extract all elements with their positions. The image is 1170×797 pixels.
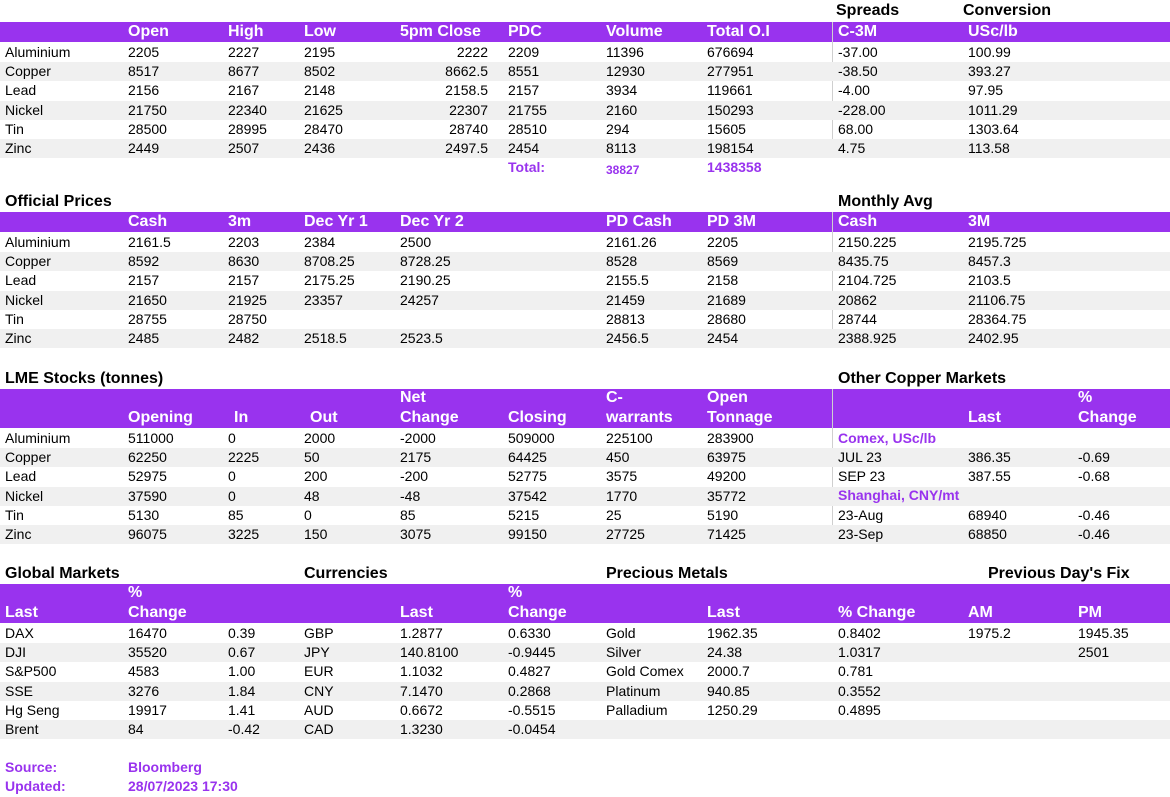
cell: 0.3552	[838, 683, 881, 699]
metal-name: Lead	[5, 272, 37, 288]
cell: 2384	[304, 234, 336, 250]
cell: -0.68	[1078, 468, 1110, 484]
cell: 2161.5	[128, 234, 171, 250]
col-pct-change: % Change	[838, 604, 916, 621]
cell: 8517	[128, 63, 160, 79]
cell: 5130	[128, 507, 160, 523]
updated-value: 28/07/2023 17:30	[128, 778, 238, 794]
cell: 2150.225	[838, 234, 897, 250]
cell: 3075	[400, 526, 432, 542]
source-value: Bloomberg	[128, 759, 202, 775]
cell: 28680	[707, 311, 746, 327]
cell: 50	[304, 449, 320, 465]
col-out: Out	[310, 409, 338, 426]
cell: 28995	[228, 121, 267, 137]
cell: 8457.3	[968, 253, 1011, 269]
col-last: Last	[968, 409, 1001, 426]
cell: 96075	[128, 526, 167, 542]
cell: 387.55	[968, 468, 1011, 484]
cell: 0.39	[228, 625, 256, 641]
cell: -4.00	[838, 82, 870, 98]
col-volume: Volume	[606, 23, 663, 40]
col-pct: %	[508, 584, 523, 601]
precious-metals-title: Precious Metals	[606, 565, 728, 582]
cell: 2167	[228, 82, 260, 98]
cell: 2158.5	[445, 82, 488, 98]
col-c: C-	[606, 389, 623, 406]
metal-name: Silver	[606, 644, 642, 660]
cell: 62250	[128, 449, 167, 465]
col-dec-yr-2: Dec Yr 2	[400, 213, 464, 230]
cell: 0	[228, 430, 236, 446]
metal-name: Nickel	[5, 292, 44, 308]
metal-name: Aluminium	[5, 234, 71, 250]
cell: 68940	[968, 507, 1007, 523]
cell: 97.95	[968, 82, 1004, 98]
metal-name: Copper	[5, 253, 51, 269]
cell: -38.50	[838, 63, 878, 79]
col-c-3m: C-3M	[838, 23, 878, 40]
conversion-title: Conversion	[963, 2, 1052, 19]
global-markets-title: Global Markets	[5, 565, 120, 582]
cell: 21750	[128, 102, 167, 118]
metal-name: Copper	[5, 449, 51, 465]
col-last: Last	[5, 604, 38, 621]
cell: -0.42	[228, 721, 260, 737]
cell: 21925	[228, 292, 267, 308]
cell: 8708.25	[304, 253, 355, 269]
col-dec-yr-1: Dec Yr 1	[304, 213, 368, 230]
cell: 7.1470	[400, 683, 443, 699]
comex-label: Comex, USc/lb	[838, 430, 937, 446]
cell: 1.3230	[400, 721, 443, 737]
index-name: Hg Seng	[5, 702, 60, 718]
cell: 2436	[304, 140, 336, 156]
col-pct-change: Change	[508, 604, 567, 621]
cell: 21459	[606, 292, 645, 308]
cell: 84	[128, 721, 144, 737]
metal-name: Zinc	[5, 330, 32, 346]
cell: 28755	[128, 311, 167, 327]
cell: 2222	[456, 44, 488, 60]
cell: 150293	[707, 102, 754, 118]
cell: 1.41	[228, 702, 256, 718]
cell: 0.2868	[508, 683, 551, 699]
cell: -0.5515	[508, 702, 556, 718]
cell: 294	[606, 121, 630, 137]
cell: 15605	[707, 121, 746, 137]
cell: 2104.725	[838, 272, 897, 288]
metal-name: Lead	[5, 82, 37, 98]
cell: 2157	[228, 272, 260, 288]
index-name: Brent	[5, 721, 39, 737]
cell: 8551	[508, 63, 540, 79]
cell: 11396	[606, 44, 644, 60]
col-low: Low	[304, 23, 336, 40]
monthly-avg-title: Monthly Avg	[838, 193, 933, 210]
cell: 0.8402	[838, 625, 881, 641]
metal-name: Tin	[5, 121, 24, 137]
cell: 0	[228, 488, 236, 504]
cell: -0.0454	[508, 721, 556, 737]
cell: 1011.29	[968, 102, 1018, 118]
metal-name: Lead	[5, 468, 37, 484]
metal-name: Gold Comex	[606, 663, 684, 679]
cell: 3276	[128, 683, 160, 699]
cell: 85	[228, 507, 244, 523]
cell: 0.4827	[508, 663, 551, 679]
cell: 27725	[606, 526, 645, 542]
currency-code: CNY	[304, 683, 334, 699]
cell: 2523.5	[400, 330, 443, 346]
cell: 1303.64	[968, 121, 1019, 137]
cell: 2157	[508, 82, 540, 98]
cell: 2402.95	[968, 330, 1019, 346]
col-cash: Cash	[128, 213, 168, 230]
cell: 0	[304, 507, 312, 523]
cell: -48	[400, 488, 421, 504]
currency-code: CAD	[304, 721, 334, 737]
cell: 2195.725	[968, 234, 1027, 250]
col-in: In	[234, 409, 249, 426]
cell: 2454	[707, 330, 739, 346]
cell: 511000	[128, 430, 174, 446]
metal-name: Zinc	[5, 140, 32, 156]
cell: 28510	[508, 121, 547, 137]
contract: SEP 23	[838, 468, 886, 484]
cell: 1.1032	[400, 663, 443, 679]
total-volume: 38827	[606, 163, 640, 177]
col-am: AM	[968, 604, 993, 621]
cell: 386.35	[968, 449, 1011, 465]
col-pct: %	[1078, 389, 1093, 406]
cell: 8677	[228, 63, 260, 79]
cell: 24.38	[707, 644, 743, 660]
cell: 21755	[508, 102, 547, 118]
cell: 2227	[228, 44, 260, 60]
previous-fix-title: Previous Day's Fix	[988, 565, 1130, 582]
cell: 2203	[228, 234, 260, 250]
metal-name: Palladium	[606, 702, 668, 718]
cell: 1945.35	[1078, 625, 1129, 641]
cell: 8630	[228, 253, 260, 269]
cell: 676694	[707, 44, 754, 60]
cell: -228.00	[838, 102, 886, 118]
cell: 2456.5	[606, 330, 649, 346]
cell: 1962.35	[707, 625, 758, 641]
cell: 71425	[707, 526, 746, 542]
cell: 0.6330	[508, 625, 551, 641]
col-pct: %	[128, 584, 143, 601]
lme-stocks-title: LME Stocks (tonnes)	[5, 370, 164, 387]
col-5pm-close: 5pm Close	[400, 23, 481, 40]
cell: 8728.25	[400, 253, 451, 269]
cell: 52775	[508, 468, 547, 484]
metal-name: Platinum	[606, 683, 661, 699]
index-name: DJI	[5, 644, 26, 660]
cell: 225100	[606, 430, 653, 446]
cell: 12930	[606, 63, 645, 79]
total-oi: 1438358	[707, 159, 762, 175]
cell: 68850	[968, 526, 1007, 542]
cell: 21689	[707, 292, 746, 308]
cell: -0.46	[1078, 507, 1110, 523]
cell: 119661	[707, 82, 753, 98]
col-last: Last	[707, 604, 740, 621]
cell: 1.0317	[838, 644, 881, 660]
cell: 8569	[707, 253, 739, 269]
cell: 2518.5	[304, 330, 347, 346]
metal-name: Copper	[5, 63, 51, 79]
cell: -37.00	[838, 44, 878, 60]
cell: 150	[304, 526, 328, 542]
cell: 37590	[128, 488, 167, 504]
col-open: Open	[128, 23, 169, 40]
cell: 49200	[707, 468, 746, 484]
cell: 28750	[228, 311, 267, 327]
cell: 2225	[228, 449, 260, 465]
cell: 1770	[606, 488, 638, 504]
cell: 8528	[606, 253, 638, 269]
currencies-title: Currencies	[304, 565, 388, 582]
contract: JUL 23	[838, 449, 882, 465]
cell: 21650	[128, 292, 167, 308]
cell: 2157	[128, 272, 160, 288]
cell: 16470	[128, 625, 167, 641]
cell: 3575	[606, 468, 638, 484]
cell: -0.69	[1078, 449, 1110, 465]
col-pm: PM	[1078, 604, 1102, 621]
cell: 2497.5	[445, 140, 488, 156]
cell: 25	[606, 507, 622, 523]
cell: 21106.75	[968, 292, 1026, 308]
other-copper-title: Other Copper Markets	[838, 370, 1007, 387]
spreads-title: Spreads	[836, 2, 900, 19]
col-warrants: warrants	[606, 409, 673, 426]
cell: 2500	[400, 234, 432, 250]
cell: 2175	[400, 449, 432, 465]
cell: 21625	[304, 102, 343, 118]
cell: 2485	[128, 330, 160, 346]
col-tonnage: Tonnage	[707, 409, 773, 426]
col-pd-cash: PD Cash	[606, 213, 672, 230]
col-3m: 3m	[228, 213, 252, 230]
cell: 8502	[304, 63, 336, 79]
col-last: Last	[400, 604, 433, 621]
col-net: Net	[400, 389, 426, 406]
index-name: SSE	[5, 683, 34, 699]
cell: 85	[400, 507, 416, 523]
index-name: DAX	[5, 625, 34, 641]
cell: 28813	[606, 311, 645, 327]
cell: 2501	[1078, 644, 1110, 660]
cell: 35520	[128, 644, 167, 660]
cell: 2454	[508, 140, 540, 156]
currency-code: JPY	[304, 644, 330, 660]
cell: 28744	[838, 311, 877, 327]
cell: 100.99	[968, 44, 1011, 60]
cell: 2155.5	[606, 272, 649, 288]
cell: 2449	[128, 140, 160, 156]
contract: 23-Sep	[838, 526, 884, 542]
cell: 19917	[128, 702, 167, 718]
cell: 1.00	[228, 663, 256, 679]
cell: 28740	[449, 121, 488, 137]
cell: 2148	[304, 82, 336, 98]
metal-name: Aluminium	[5, 44, 71, 60]
cell: 3225	[228, 526, 260, 542]
col-total-oi: Total O.I	[707, 23, 770, 40]
cell: 200	[304, 468, 328, 484]
cell: 450	[606, 449, 630, 465]
cell: 2000.7	[707, 663, 750, 679]
cell: 277951	[707, 63, 754, 79]
cell: 2482	[228, 330, 260, 346]
cell: 0	[228, 468, 236, 484]
cell: 0.67	[228, 644, 256, 660]
metal-name: Zinc	[5, 526, 32, 542]
index-name: S&P500	[5, 663, 57, 679]
cell: 4.75	[838, 140, 866, 156]
cell: 0.4895	[838, 702, 881, 718]
cell: -0.9445	[508, 644, 556, 660]
cell: 509000	[508, 430, 555, 446]
cell: 28500	[128, 121, 167, 137]
cell: 2209	[508, 44, 540, 60]
cell: 2000	[304, 430, 336, 446]
official-prices-title: Official Prices	[5, 193, 112, 210]
cell: 2161.26	[606, 234, 657, 250]
cell: 2158	[707, 272, 739, 288]
cell: 5190	[707, 507, 739, 523]
cell: 64425	[508, 449, 547, 465]
cell: 2103.5	[968, 272, 1011, 288]
metal-name: Tin	[5, 311, 24, 327]
col-pd-3m: PD 3M	[707, 213, 756, 230]
cell: 52975	[128, 468, 167, 484]
cell: 63975	[707, 449, 746, 465]
cell: 48	[304, 488, 320, 504]
cell: 22340	[228, 102, 267, 118]
col-pdc: PDC	[508, 23, 542, 40]
cell: 1.84	[228, 683, 256, 699]
metal-name: Nickel	[5, 102, 44, 118]
cell: 2156	[128, 82, 160, 98]
cell: 99150	[508, 526, 547, 542]
cell: 140.8100	[400, 644, 459, 660]
cell: 2175.25	[304, 272, 355, 288]
cell: 1.2877	[400, 625, 443, 641]
col-avg-3m: 3M	[968, 213, 991, 230]
cell: 8435.75	[838, 253, 889, 269]
cell: 0.6672	[400, 702, 443, 718]
cell: 3934	[606, 82, 638, 98]
cell: -200	[400, 468, 429, 484]
cell: 4583	[128, 663, 160, 679]
cell: 37542	[508, 488, 547, 504]
cell: 198154	[707, 140, 754, 156]
cell: 8113	[606, 140, 637, 156]
col-pct-change: Change	[1078, 409, 1137, 426]
cell: 24257	[400, 292, 439, 308]
cell: 283900	[707, 430, 754, 446]
contract: 23-Aug	[838, 507, 884, 523]
cell: 8662.5	[445, 63, 488, 79]
currency-code: AUD	[304, 702, 334, 718]
cell: 28470	[304, 121, 343, 137]
cell: 8592	[128, 253, 160, 269]
shanghai-label: Shanghai, CNY/mt	[838, 487, 960, 503]
col-closing: Closing	[508, 409, 567, 426]
cell: 2205	[128, 44, 160, 60]
cell: 2160	[606, 102, 638, 118]
metal-name: Aluminium	[5, 430, 71, 446]
cell: 393.27	[968, 63, 1011, 79]
cell: 35772	[707, 488, 746, 504]
official-header-bar	[0, 212, 1170, 232]
col-net-change: Change	[400, 409, 459, 426]
cell: -0.46	[1078, 526, 1110, 542]
cell: 23357	[304, 292, 343, 308]
cell: 1250.29	[707, 702, 758, 718]
cell: 28364.75	[968, 311, 1027, 327]
cell: 2195	[304, 44, 336, 60]
col-pct-change: Change	[128, 604, 187, 621]
cell: 2205	[707, 234, 739, 250]
cell: 0.781	[838, 663, 874, 679]
cell: 2507	[228, 140, 260, 156]
cell: 22307	[449, 102, 488, 118]
cell: 68.00	[838, 121, 874, 137]
col-open: Open	[707, 389, 748, 406]
col-opening: Opening	[128, 409, 193, 426]
total-label: Total:	[508, 159, 546, 175]
cell: 2190.25	[400, 272, 451, 288]
updated-label: Updated:	[5, 778, 66, 794]
cell: 940.85	[707, 683, 750, 699]
cell: 20862	[838, 292, 877, 308]
currency-code: GBP	[304, 625, 334, 641]
cell: 5215	[508, 507, 540, 523]
metal-name: Gold	[606, 625, 636, 641]
col-avg-cash: Cash	[838, 213, 878, 230]
metal-name: Nickel	[5, 488, 44, 504]
cell: 113.58	[968, 140, 1010, 156]
cell: -2000	[400, 430, 436, 446]
cell: 1975.2	[968, 625, 1011, 641]
currency-code: EUR	[304, 663, 334, 679]
cell: 2388.925	[838, 330, 897, 346]
source-label: Source:	[5, 759, 58, 775]
metal-name: Tin	[5, 507, 24, 523]
col-high: High	[228, 23, 264, 40]
col-usc-lb: USc/lb	[968, 23, 1018, 40]
